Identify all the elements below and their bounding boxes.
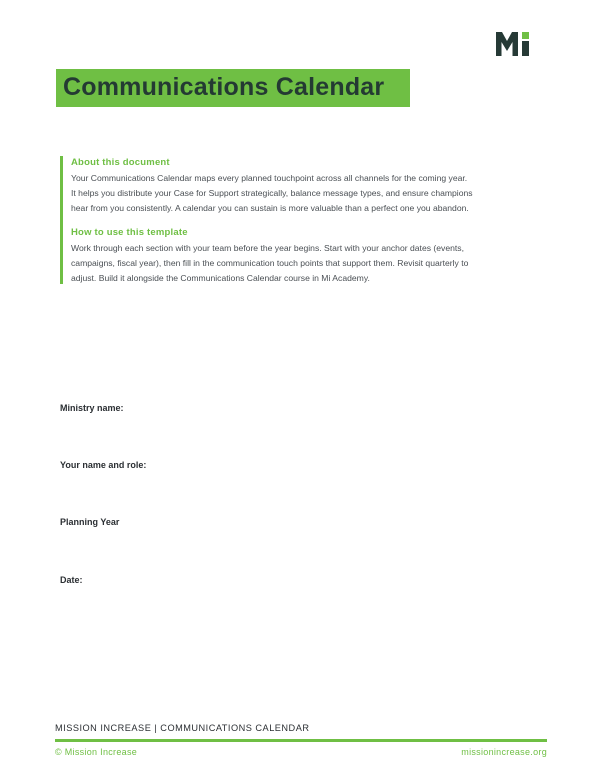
mi-logo-icon: [496, 32, 536, 56]
about-block: [71, 157, 541, 217]
about-line: Your Communications Calendar maps every planned touchpoint across all channels for the coming year.: [71, 173, 468, 183]
name-role-label: Your name and role:: [60, 460, 147, 470]
about-heading: About this document: [71, 157, 170, 168]
howto-text: [71, 241, 541, 287]
howto-line: Work through each section with your team before the year begins. Start with your anchor dates (events,: [71, 243, 464, 253]
footer-url-link[interactable]: missionincrease.org: [461, 747, 547, 757]
footer-label: MISSION INCREASE | COMMUNICATIONS CALENDAR: [55, 723, 310, 733]
intro-section: [60, 156, 537, 284]
howto-block: [71, 227, 541, 287]
footer-divider: [55, 739, 547, 742]
planning-year-label: Planning Year: [60, 517, 120, 527]
about-line: hear from you consistently. A calendar you can sustain is more valuable than a perfect one you abandon.: [71, 203, 469, 214]
about-text: [71, 171, 541, 217]
about-line: It helps you distribute your Case for Support strategically, balance message types, and ensure champions: [71, 188, 473, 199]
howto-line: adjust. Build it alongside the Communications Calendar course in Mi Academy.: [71, 273, 370, 284]
howto-line: campaigns, fiscal year), then fill in the communication touch points that support them. Revisit quarterly to: [71, 258, 469, 269]
page-title: Communications Calendar: [63, 73, 385, 101]
ministry-name-label: Ministry name:: [60, 403, 124, 413]
date-label: Date:: [60, 575, 83, 585]
howto-heading: How to use this template: [71, 227, 188, 238]
footer-copyright: © Mission Increase: [55, 747, 138, 757]
